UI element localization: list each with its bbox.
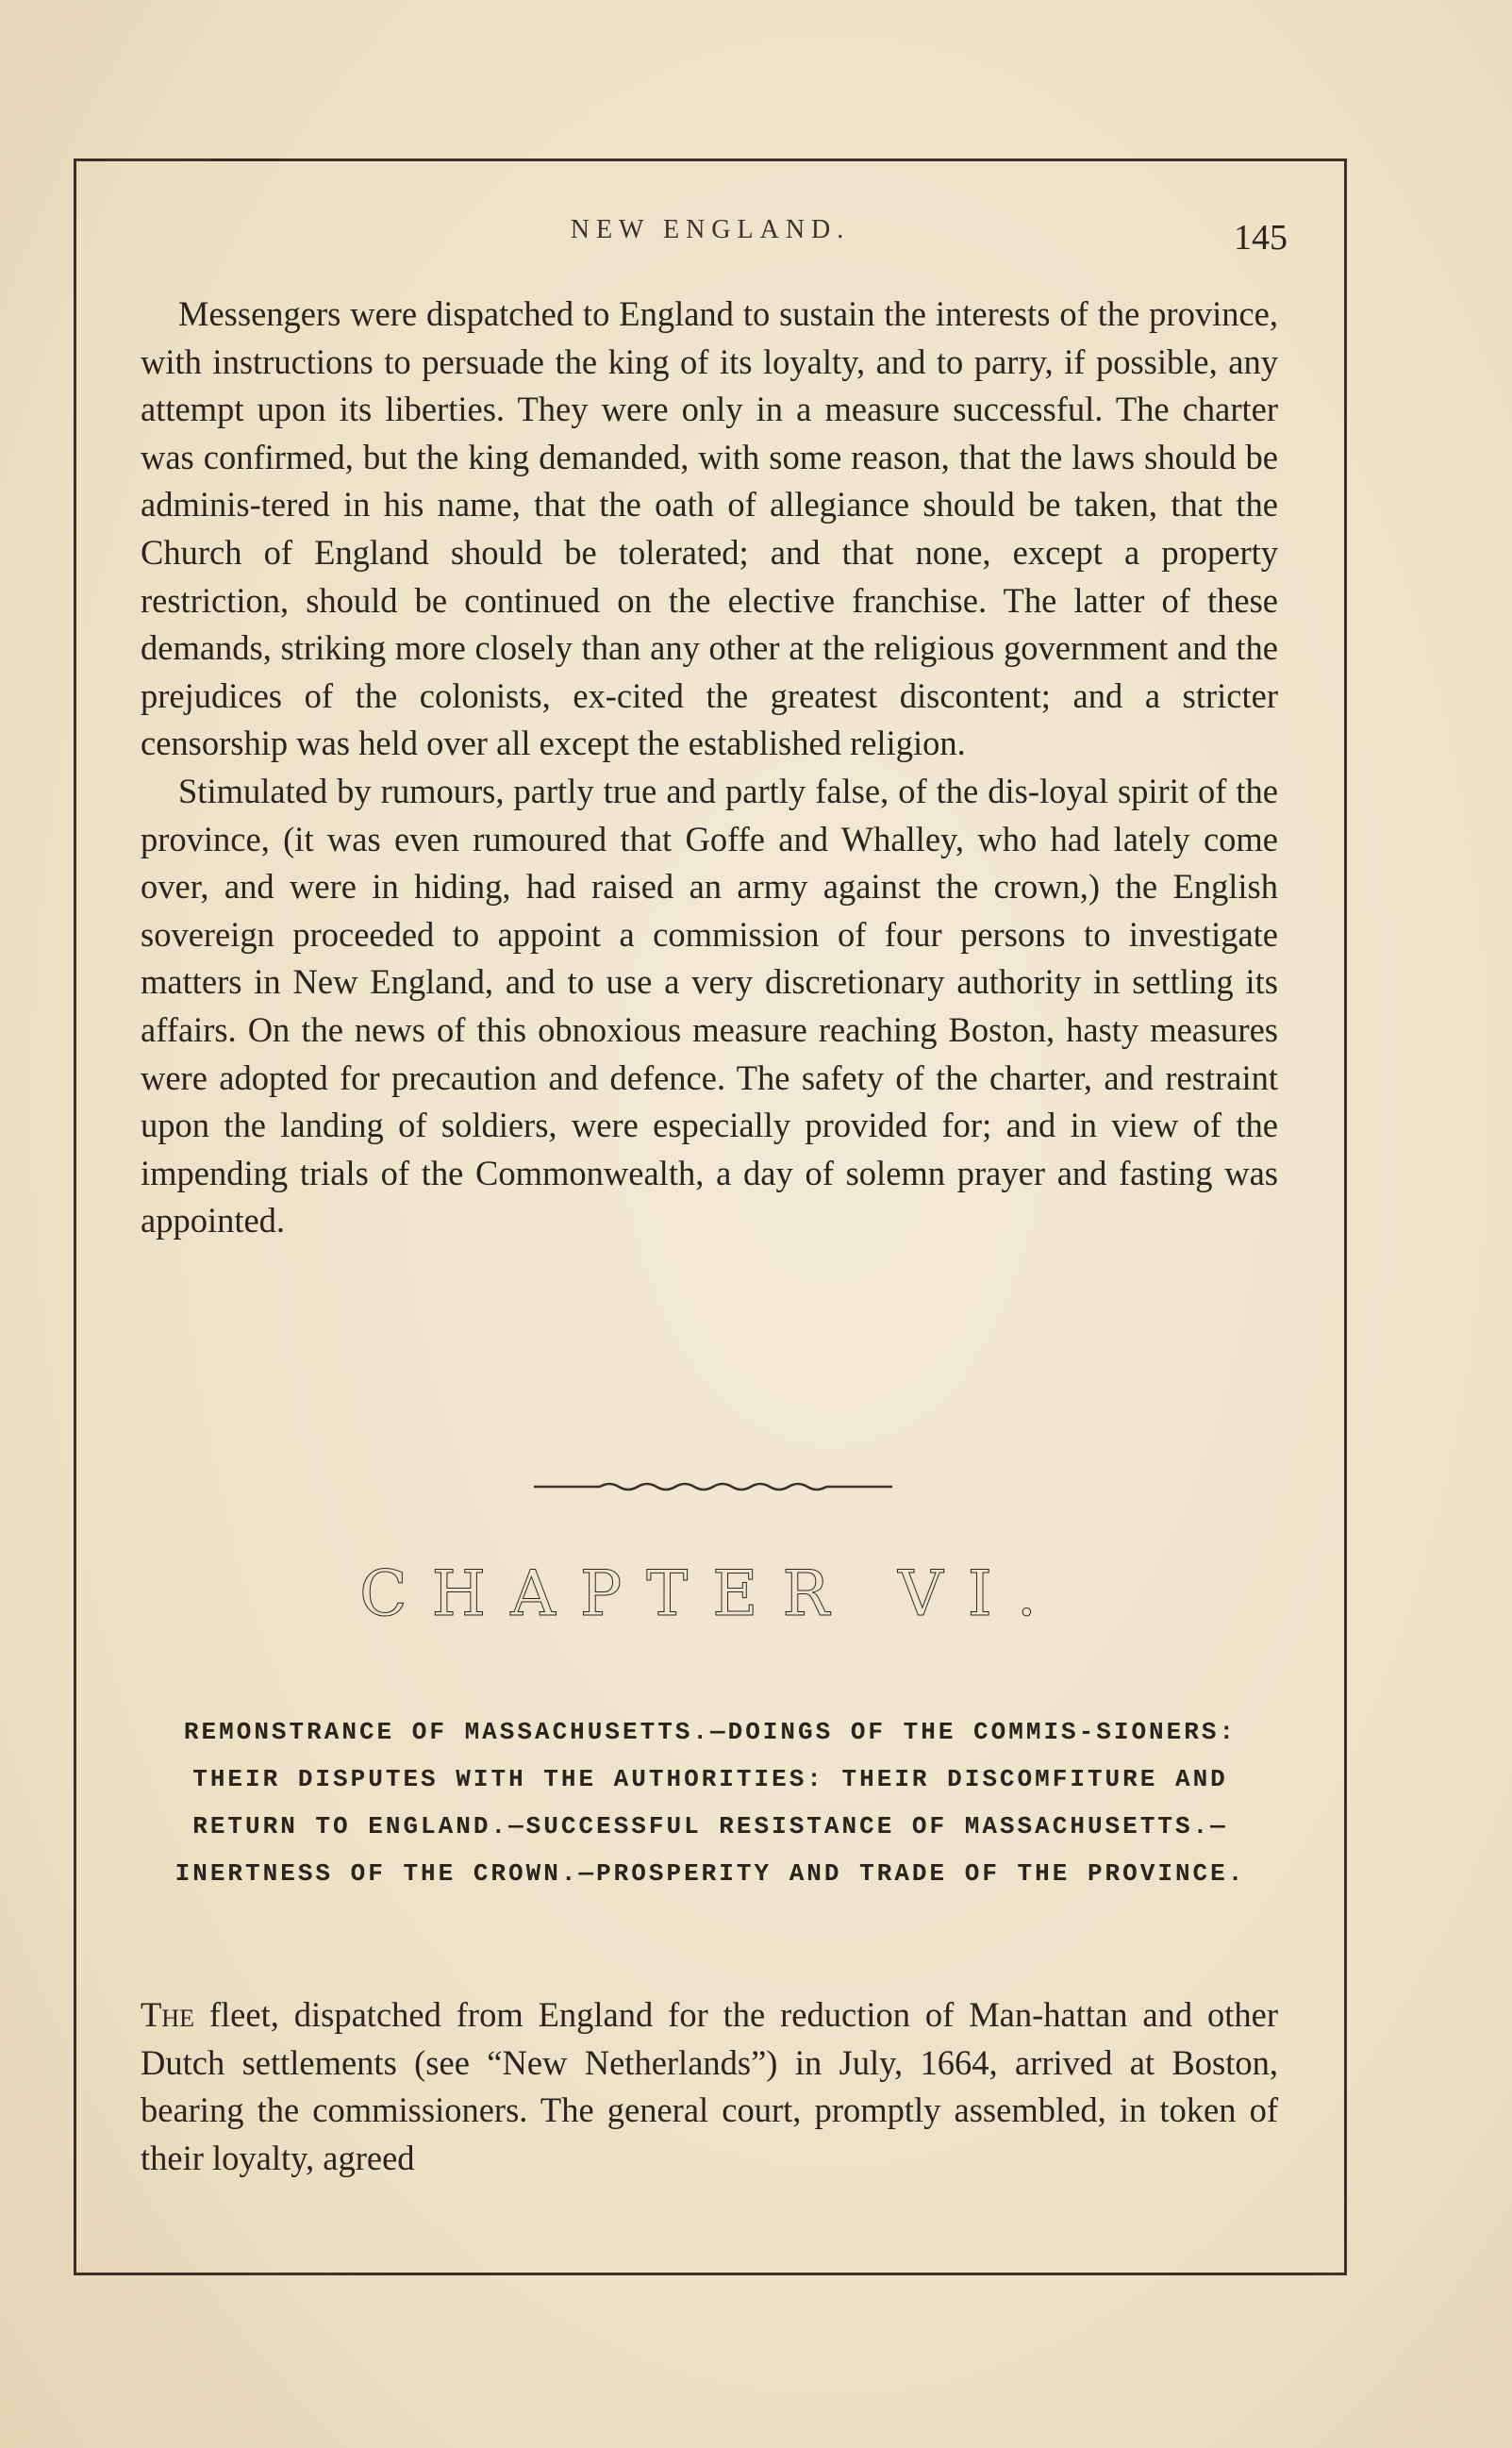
chapter-opening <box>141 1991 1278 2182</box>
running-head: NEW ENGLAND. <box>570 215 851 244</box>
page-number: 145 <box>1234 218 1288 258</box>
page-header <box>76 211 1344 268</box>
opening-text: fleet, dispatched from England for the reduction of Man-hattan and other Dutch settlements (see “New Netherlands”) in July, 1664, arrived at Boston, bearing the commissioners. The general court, promptly assembled, in token of their loyalty, agreed <box>141 1995 1278 2177</box>
decorative-wavy-rule <box>534 1477 892 1496</box>
opening-word: The <box>141 1995 194 2034</box>
body-text-section <box>141 291 1278 1245</box>
page-border-frame <box>74 158 1347 2275</box>
opening-paragraph <box>141 1991 1278 2182</box>
chapter-synopsis: REMONSTRANCE OF MASSACHUSETTS.—DOINGS OF THE COMMIS-SIONERS: THEIR DISPUTES WITH THE AUTHORITIES: THEIR DISCOMFITURE AND RETURN TO ENGLAND.—SUCCESSFUL RESISTANCE OF MASSACHUSETTS.—INERTNESS OF THE CROWN.—PROSPERITY AND TRADE OF THE PROVINCE. <box>174 1718 1246 1888</box>
chapter-title: CHAPTER VI. <box>359 1557 1061 1630</box>
paragraph: Messengers were dispatched to England to sustain the interests of the province, with instructions to persuade the king of its loyalty, and to parry, if possible, any attempt upon its liberties. They were only in a measure successful. The charter was confirmed, but the king demanded, with some reason, that the laws should be adminis-tered in his name, that the oath of allegiance should be taken, that the Church of England should be tolerated; and that none, except a property restriction, should be continued on the elective franchise. The latter of these demands, striking more closely than any other at the religious government and the prejudices of the colonists, ex-cited the greatest discontent; and a stricter censorship was held over all except the established religion. <box>141 294 1278 763</box>
paragraph: Stimulated by rumours, partly true and partly false, of the dis-loyal spirit of the province, (it was even rumoured that Goffe and Whalley, who had lately come over, and were in hiding, had raised an army against the crown,) the English sovereign proceeded to appoint a commission of four persons to investigate matters in New England, and to use a very discretionary authority in settling its affairs. On the news of this obnoxious measure reaching Boston, hasty measures were adopted for precaution and defence. The safety of the charter, and restraint upon the landing of soldiers, were especially provided for; and in view of the impending trials of the Commonwealth, a day of solemn prayer and fasting was appointed. <box>141 771 1278 1241</box>
